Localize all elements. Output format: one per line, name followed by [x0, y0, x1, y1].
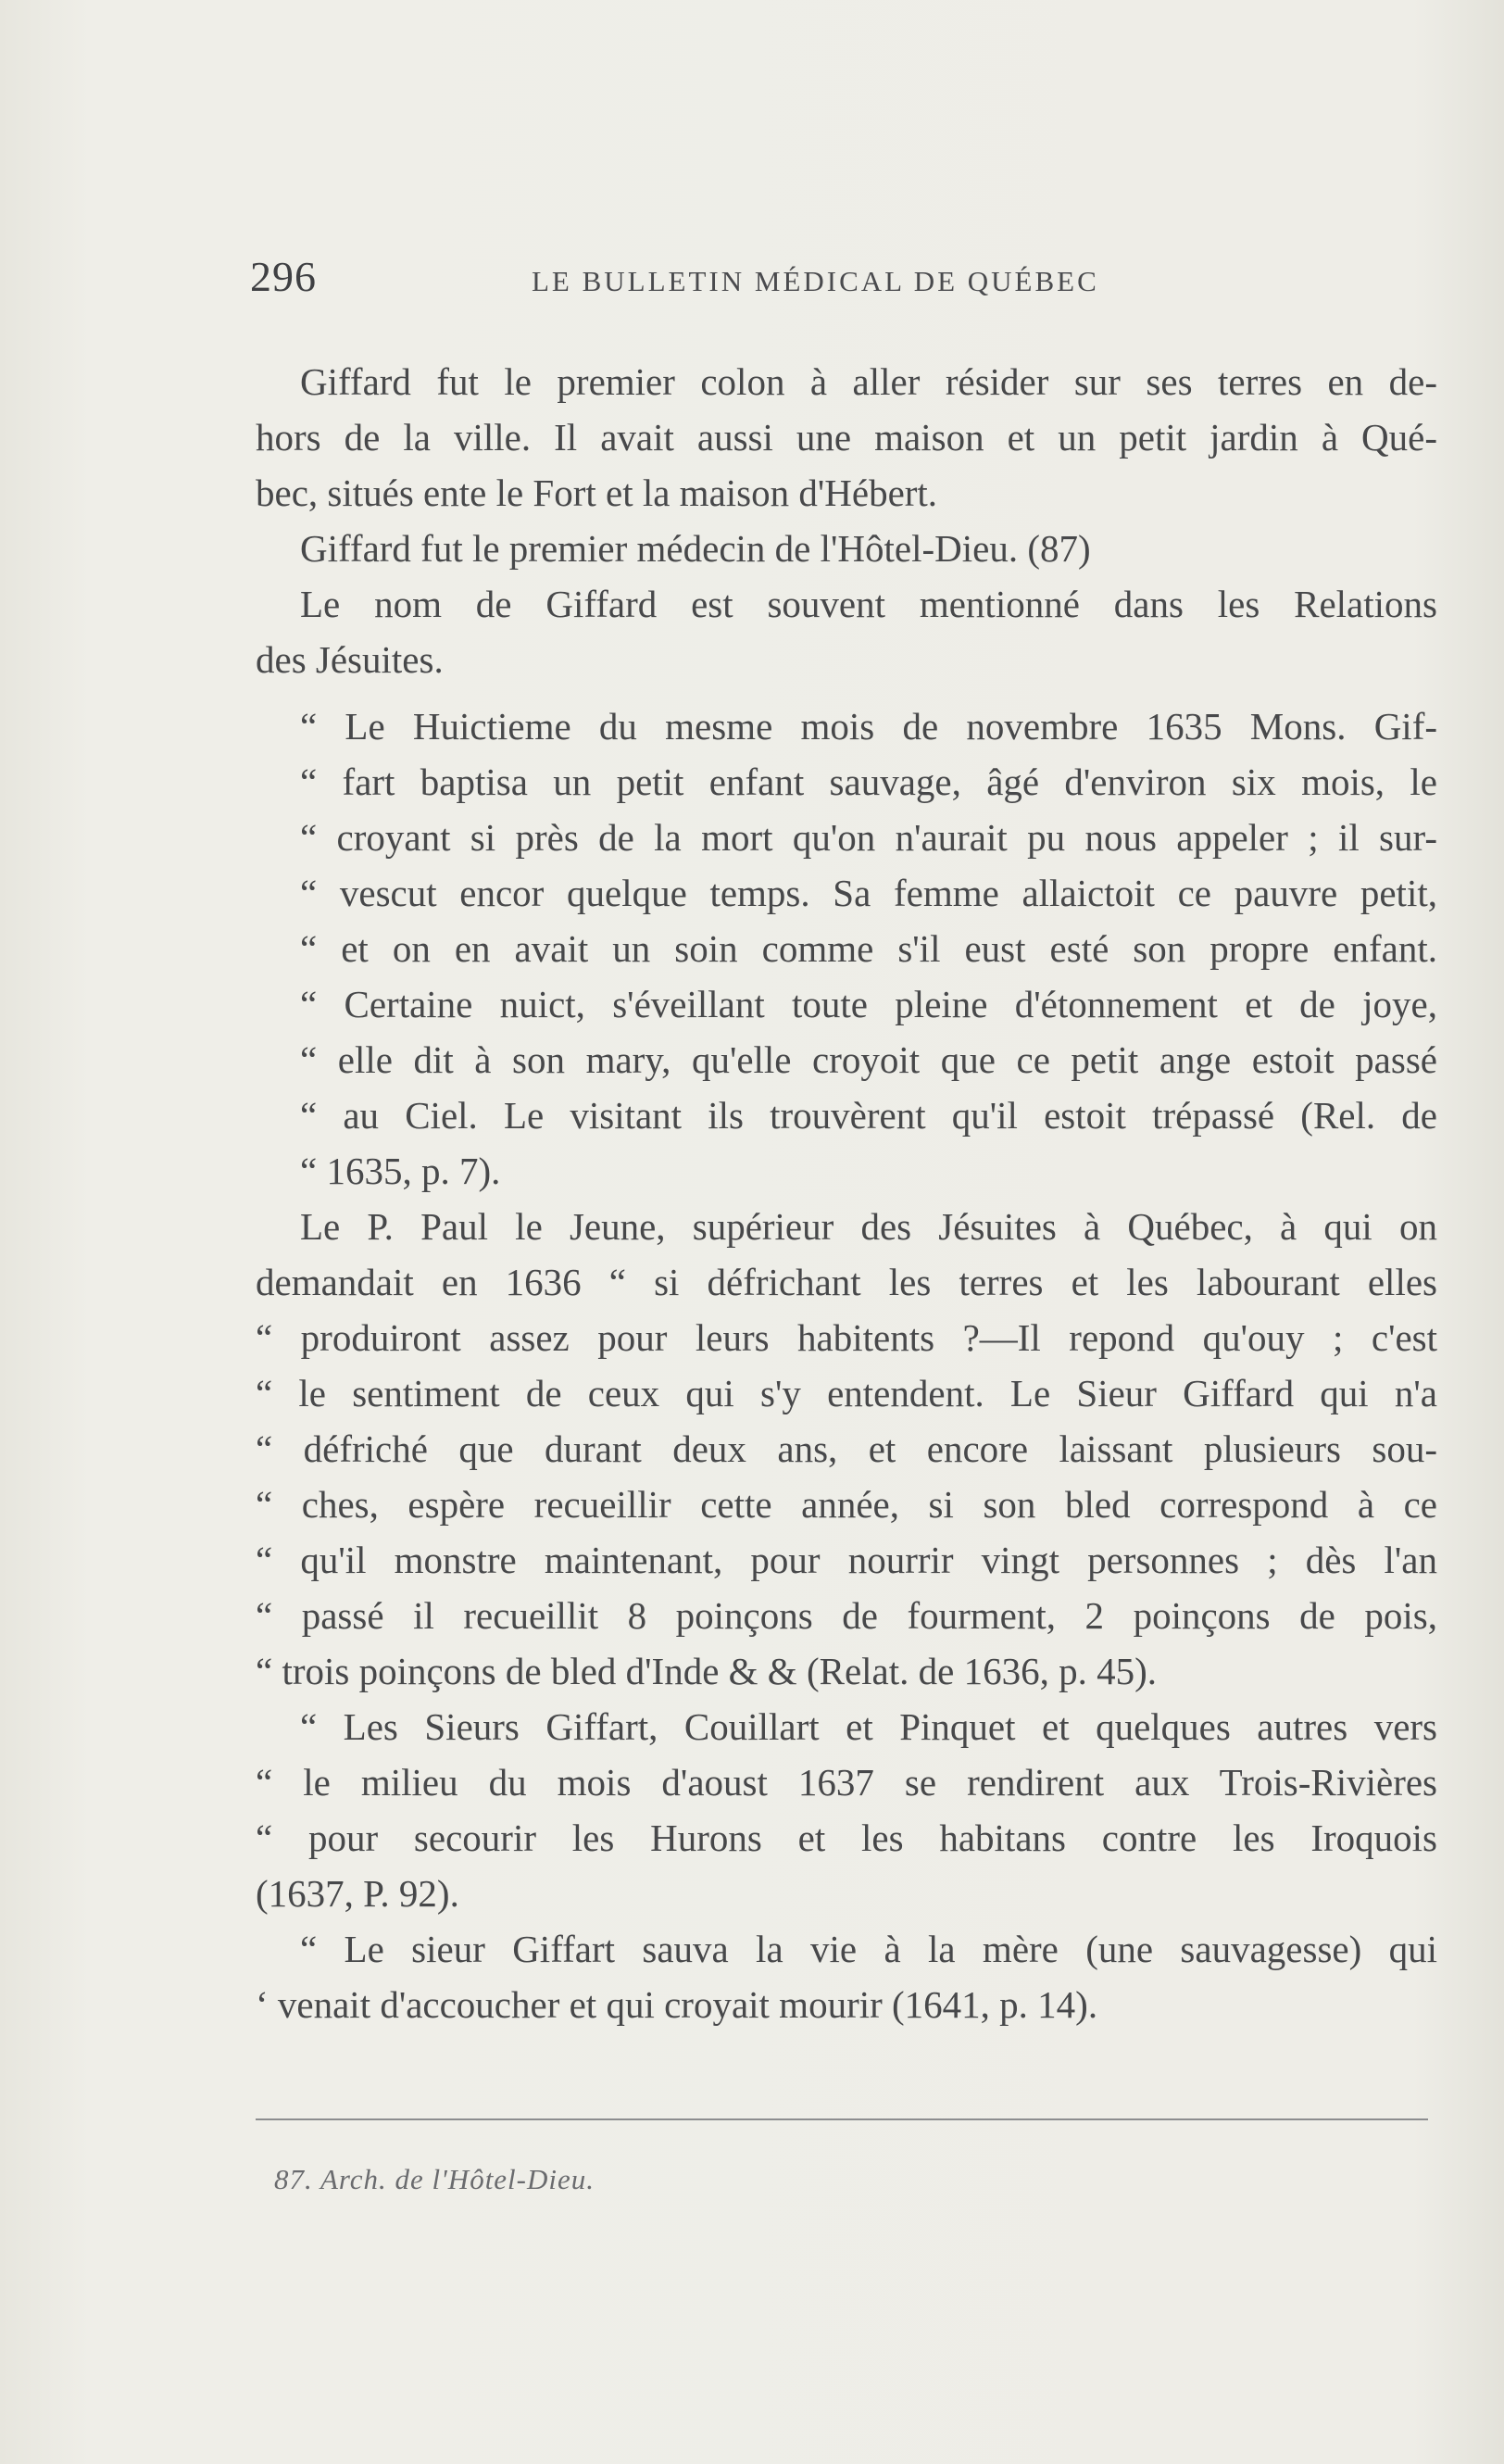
text-line: “ Certaine nuict, s'éveillant toute pleine d'étonnement et de joye,: [300, 983, 1437, 1025]
body-text: [256, 354, 1437, 2032]
text-line: “ Le Huictieme du mesme mois de novembre 1635 Mons. Gif-: [300, 705, 1437, 748]
text-line: hors de la ville. Il avait aussi une maison et un petit jardin à Qué-: [256, 416, 1437, 459]
footnote: 87. Arch. de l'Hôtel-Dieu.: [274, 2163, 595, 2195]
text-line: “ le milieu du mois d'aoust 1637 se rendirent aux Trois-Rivières: [256, 1761, 1437, 1804]
text-line: bec, situés ente le Fort et la maison d'Hébert.: [256, 471, 938, 514]
text-line: “ au Ciel. Le visitant ils trouvèrent qu'il estoit trépassé (Rel. de: [300, 1094, 1437, 1137]
text-line: “ pour secourir les Hurons et les habitans contre les Iroquois: [256, 1817, 1437, 1859]
text-line: “ Les Sieurs Giffart, Couillart et Pinquet et quelques autres vers: [300, 1705, 1437, 1748]
text-line: Giffard fut le premier médecin de l'Hôtel-Dieu. (87): [300, 527, 1091, 570]
text-line: (1637, P. 92).: [256, 1872, 459, 1915]
text-line: “ qu'il monstre maintenant, pour nourrir vingt personnes ; dès l'an: [256, 1539, 1437, 1581]
text-line: demandait en 1636 “ si défrichant les terres et les labourant elles: [256, 1261, 1437, 1303]
page-number: 296: [250, 253, 317, 300]
text-line: Le P. Paul le Jeune, supérieur des Jésuites à Québec, à qui on: [300, 1205, 1437, 1248]
text-line: “ croyant si près de la mort qu'on n'aurait pu nous appeler ; il sur-: [300, 816, 1437, 859]
text-line: “ produiront assez pour leurs habitents ?—Il repond qu'ouy ; c'est: [256, 1316, 1437, 1359]
page-header: [250, 252, 1176, 308]
text-line: des Jésuites.: [256, 638, 444, 681]
footnote-divider: [256, 2118, 1428, 2120]
text-line: “ défriché que durant deux ans, et encore laissant plusieurs sou-: [256, 1427, 1437, 1470]
text-line: “ et on en avait un soin comme s'il eust esté son propre enfant.: [300, 927, 1437, 970]
text-line: “ elle dit à son mary, qu'elle croyoit que ce petit ange estoit passé: [300, 1038, 1437, 1081]
text-line: “ trois poinçons de bled d'Inde & & (Relat. de 1636, p. 45).: [256, 1650, 1157, 1692]
text-line: “ fart baptisa un petit enfant sauvage, âgé d'environ six mois, le: [300, 761, 1437, 803]
text-line: “ ches, espère recueillir cette année, si son bled correspond à ce: [256, 1483, 1437, 1526]
text-line: “ 1635, p. 7).: [300, 1150, 501, 1192]
text-line: “ passé il recueillit 8 poinçons de fourment, 2 poinçons de pois,: [256, 1594, 1437, 1637]
text-line: “ vescut encor quelque temps. Sa femme allaictoit ce pauvre petit,: [300, 872, 1437, 914]
text-line: “ Le sieur Giffart sauva la vie à la mère (une sauvagesse) qui: [300, 1928, 1437, 1970]
text-line: Le nom de Giffard est souvent mentionné dans les Relations: [300, 583, 1437, 625]
text-line: “ le sentiment de ceux qui s'y entendent. Le Sieur Giffard qui n'a: [256, 1372, 1437, 1414]
text-line: ‘ venait d'accoucher et qui croyait mourir (1641, p. 14).: [256, 1983, 1098, 2026]
running-head: LE BULLETIN MÉDICAL DE QUÉBEC: [532, 265, 1099, 297]
text-line: Giffard fut le premier colon à aller résider sur ses terres en de-: [300, 360, 1437, 403]
